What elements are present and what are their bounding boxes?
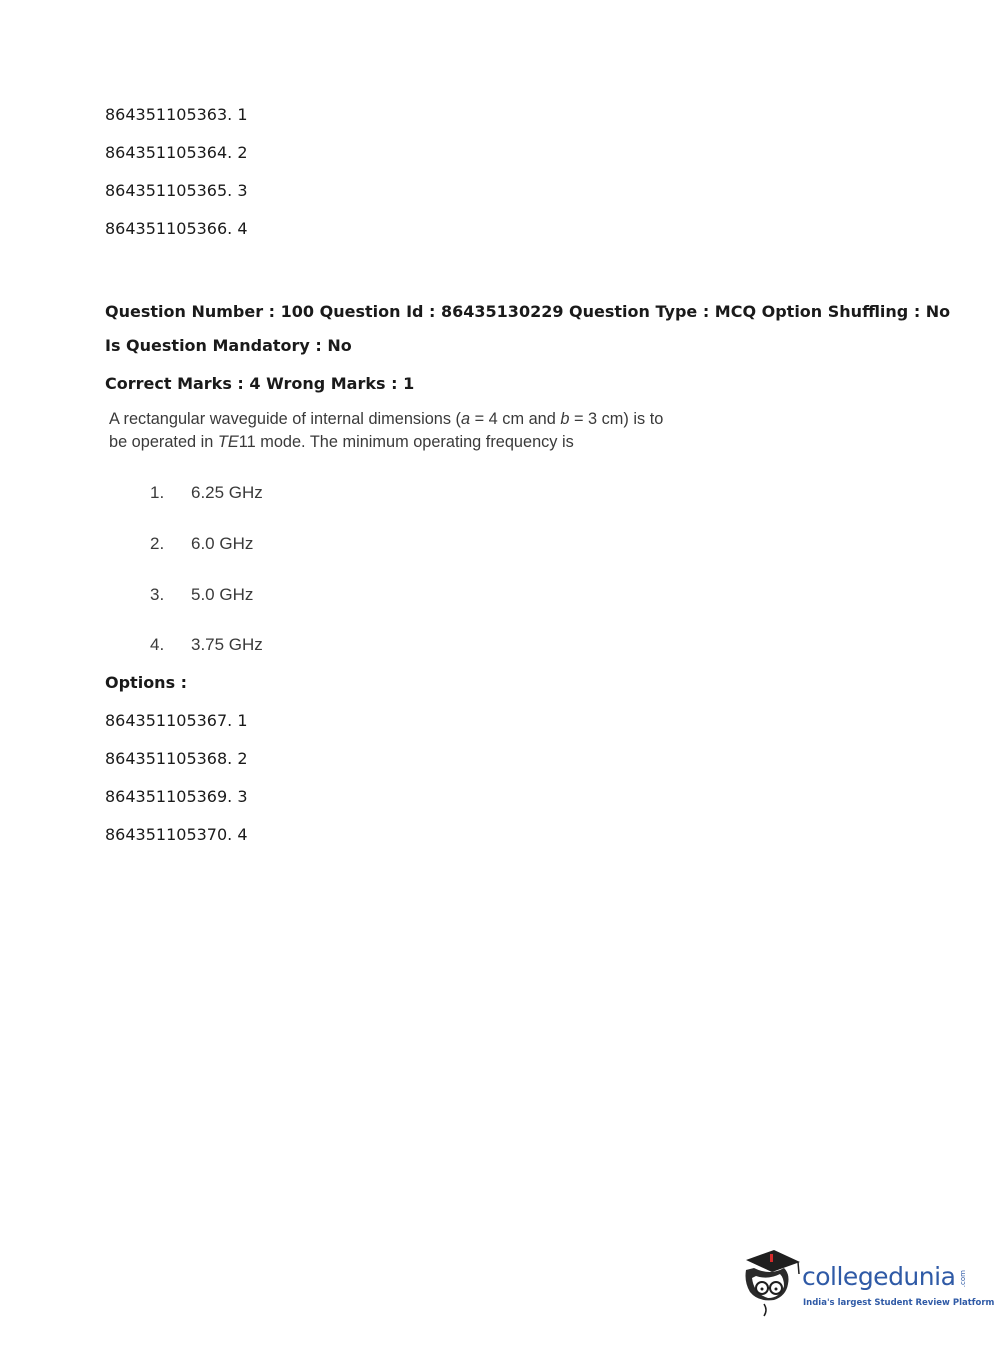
logo-wordmark: collegedunia (802, 1262, 956, 1291)
prev-option-1: 864351105363. 1 (105, 105, 248, 124)
choice-number: 3. (150, 585, 165, 604)
choice-number: 4. (150, 635, 165, 654)
choice-value: 5.0 GHz (191, 585, 254, 604)
prev-option-3: 864351105365. 3 (105, 181, 248, 200)
choice-number: 1. (150, 483, 165, 502)
collegedunia-logo (740, 1248, 995, 1318)
question-text-image (105, 405, 730, 457)
choice-number: 2. (150, 534, 165, 553)
option-id-4: 864351105370. 4 (105, 825, 248, 844)
question-header: Question Number : 100 Question Id : 86435130229 Question Type : MCQ Option Shuffling : No (105, 302, 951, 321)
option-id-2: 864351105368. 2 (105, 749, 248, 768)
option-id-1: 864351105367. 1 (105, 711, 248, 730)
prev-option-2: 864351105364. 2 (105, 143, 248, 162)
choice-value: 3.75 GHz (191, 635, 263, 654)
option-id-3: 864351105369. 3 (105, 787, 248, 806)
choice-value: 6.0 GHz (191, 534, 254, 553)
question-text-line-2: be operated in TE11 mode. The minimum operating frequency is (109, 432, 574, 451)
mascot-icon (740, 1248, 802, 1318)
question-marks: Correct Marks : 4 Wrong Marks : 1 (105, 374, 415, 393)
prev-option-4: 864351105366. 4 (105, 219, 248, 238)
logo-domain-suffix: .com (959, 1270, 967, 1288)
logo-tagline: India's largest Student Review Platform (803, 1298, 995, 1308)
options-label: Options : (105, 673, 188, 692)
question-mandatory: Is Question Mandatory : No (105, 336, 352, 355)
question-text-line-1: A rectangular waveguide of internal dimensions (a = 4 cm and b = 3 cm) is to (109, 409, 664, 428)
choice-value: 6.25 GHz (191, 483, 263, 502)
